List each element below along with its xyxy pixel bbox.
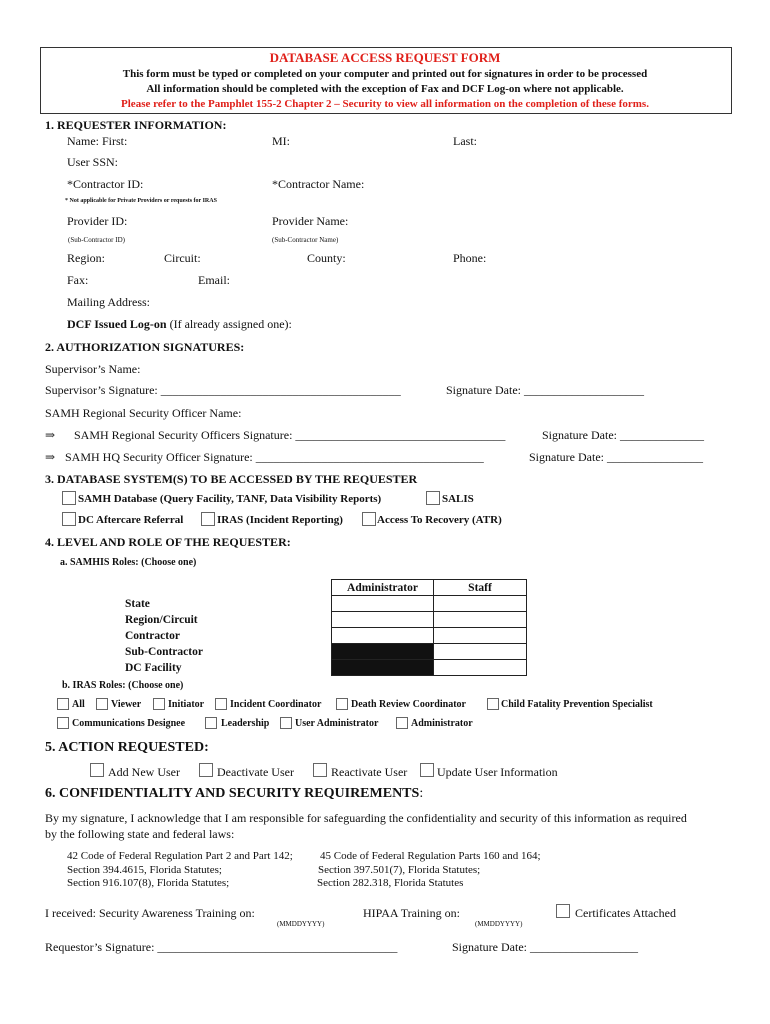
section-4-title: 4. LEVEL AND ROLE OF THE REQUESTER:: [45, 535, 291, 549]
contractor-id-label: *Contractor ID:: [67, 177, 144, 191]
dc-aftercare-label: DC Aftercare Referral: [78, 514, 184, 526]
region-label: Region:: [67, 251, 105, 265]
table-header-row: [121, 580, 527, 596]
acknowledgement-text: By my signature, I acknowledge that I am responsible for safeguarding the confidentiality and security of this information as required: [45, 811, 687, 825]
iras-role-label: Child Fatality Prevention Specialist: [501, 699, 653, 710]
circuit-label: Circuit:: [164, 251, 201, 265]
law-item: Section 397.501(7), Florida Statutes;: [318, 864, 481, 876]
supervisor-name-label: Supervisor’s Name:: [45, 362, 141, 376]
samh-officer-signature-line: SAMH Regional Security Officers Signature: ___________________________________: [74, 428, 506, 442]
iras-role-label: Death Review Coordinator: [351, 699, 466, 710]
iras-role-label: Viewer: [111, 699, 142, 710]
instruction-line-1: This form must be typed or completed on your computer and printed out for signatures in order to be processed: [122, 68, 648, 80]
iras-role-label: Leadership: [221, 718, 270, 729]
instruction-line-3: Please refer to the Pamphlet 155-2 Chapter 2 – Security to view all information on the completion of these forms.: [121, 98, 649, 110]
iras-role-label: All: [72, 699, 85, 710]
administrator-column-header: Administrator: [332, 580, 434, 596]
hipaa-training-label: HIPAA Training on:: [363, 906, 460, 920]
mailing-address-label: Mailing Address:: [67, 295, 150, 309]
section-1-title: 1. REQUESTER INFORMATION:: [45, 118, 227, 132]
supervisor-signature-line: Supervisor’s Signature: ________________________________________: [45, 383, 401, 397]
samh-database-label: SAMH Database (Query Facility, TANF, Data Visibility Reports): [78, 493, 382, 505]
dcf-logon-label: DCF Issued Log-on (If already assigned one):: [67, 317, 292, 331]
role-label: DC Facility: [125, 661, 182, 674]
add-new-user-checkbox[interactable]: [90, 763, 104, 777]
iras-role-label: Administrator: [411, 718, 473, 729]
iras-user-admin-checkbox[interactable]: [280, 717, 292, 729]
contractor-note: * Not applicable for Private Providers or requests for IRAS: [65, 198, 217, 204]
ssn-label: User SSN:: [67, 155, 119, 169]
county-label: County:: [307, 251, 346, 265]
form-title: DATABASE ACCESS REQUEST FORM: [269, 50, 501, 65]
dc-aftercare-checkbox[interactable]: [62, 512, 76, 526]
email-label: Email:: [198, 273, 230, 287]
requestor-signature-line: Requestor’s Signature: ________________________________________: [45, 940, 398, 954]
atr-label: Access To Recovery (ATR): [377, 514, 502, 526]
iras-communications-checkbox[interactable]: [57, 717, 69, 729]
iras-viewer-checkbox[interactable]: [96, 698, 108, 710]
role-label: Contractor: [125, 629, 180, 642]
atr-checkbox[interactable]: [362, 512, 376, 526]
dc-facility-admin-cell-disabled: [332, 660, 434, 676]
hq-officer-signature-line: SAMH HQ Security Officer Signature: ______________________________________: [65, 450, 484, 464]
role-label: Region/Circuit: [125, 613, 198, 626]
section-3-title: 3. DATABASE SYSTEM(S) TO BE ACCESSED BY THE REQUESTER: [45, 472, 418, 486]
supervisor-signature-date: Signature Date: ____________________: [446, 383, 644, 397]
role-label: State: [125, 597, 150, 610]
hq-officer-signature-date: Signature Date: ________________: [529, 450, 703, 464]
samh-officer-signature-date: Signature Date: ______________: [542, 428, 704, 442]
section-6-title: 6. CONFIDENTIALITY AND SECURITY REQUIREMENTS:: [45, 786, 424, 801]
section-5-title: 5. ACTION REQUESTED:: [45, 740, 209, 755]
provider-name-label: Provider Name:: [272, 214, 349, 228]
samhis-roles-label: a. SAMHIS Roles: (Choose one): [60, 557, 197, 568]
contractor-name-label: *Contractor Name:: [272, 177, 365, 191]
mi-label: MI:: [272, 134, 290, 148]
staff-column-header: Staff: [434, 580, 527, 596]
table-row: [121, 628, 527, 644]
date-format-hint: (MMDDYYYY): [277, 920, 325, 928]
update-user-label: Update User Information: [437, 765, 558, 779]
subcontractor-admin-cell-disabled: [332, 644, 434, 660]
table-row: [121, 644, 527, 660]
law-item: Section 916.107(8), Florida Statutes;: [67, 877, 230, 889]
table-row: [121, 660, 527, 676]
phone-label: Phone:: [453, 251, 487, 265]
law-item: 42 Code of Federal Regulation Part 2 and Part 142;: [67, 850, 293, 862]
table-row: [121, 612, 527, 628]
region-staff-cell[interactable]: [434, 612, 527, 628]
iras-role-label: Initiator: [168, 699, 205, 710]
last-name-label: Last:: [453, 134, 477, 148]
iras-death-review-checkbox[interactable]: [336, 698, 348, 710]
arrow-icon: ⇒: [45, 428, 56, 442]
table-row: [121, 596, 527, 612]
iras-all-checkbox[interactable]: [57, 698, 69, 710]
iras-administrator-checkbox[interactable]: [396, 717, 408, 729]
arrow-icon: ⇒: [45, 450, 56, 464]
iras-checkbox[interactable]: [201, 512, 215, 526]
reactivate-user-label: Reactivate User: [331, 765, 408, 779]
certificates-attached-label: Certificates Attached: [575, 906, 676, 920]
iras-role-label: Incident Coordinator: [230, 699, 322, 710]
add-new-user-label: Add New User: [108, 765, 180, 779]
acknowledgement-text-2: by the following state and federal laws:: [45, 827, 235, 841]
iras-role-label: Communications Designee: [72, 718, 186, 729]
date-format-hint: (MMDDYYYY): [475, 920, 523, 928]
iras-role-label: User Administrator: [295, 718, 379, 729]
contractor-staff-cell[interactable]: [434, 628, 527, 644]
security-training-label: I received: Security Awareness Training on:: [45, 906, 255, 920]
subcontractor-id-hint: (Sub-Contractor ID): [68, 236, 125, 244]
state-staff-cell[interactable]: [434, 596, 527, 612]
reactivate-user-checkbox[interactable]: [313, 763, 327, 777]
dc-facility-staff-cell[interactable]: [434, 660, 527, 676]
instruction-line-2: All information should be completed with the exception of Fax and DCF Log-on where not applicable.: [146, 83, 624, 95]
deactivate-user-checkbox[interactable]: [199, 763, 213, 777]
deactivate-user-label: Deactivate User: [217, 765, 294, 779]
provider-id-label: Provider ID:: [67, 214, 128, 228]
role-label: Sub-Contractor: [125, 645, 203, 658]
iras-leadership-checkbox[interactable]: [205, 717, 217, 729]
certificates-attached-checkbox[interactable]: [556, 904, 570, 918]
samh-database-checkbox[interactable]: [62, 491, 76, 505]
first-name-label: Name: First:: [67, 134, 128, 148]
section-2-title: 2. AUTHORIZATION SIGNATURES:: [45, 340, 245, 354]
requestor-signature-date: Signature Date: __________________: [452, 940, 638, 954]
law-item: 45 Code of Federal Regulation Parts 160 and 164;: [320, 850, 541, 862]
samh-officer-name-label: SAMH Regional Security Officer Name:: [45, 406, 242, 420]
iras-initiator-checkbox[interactable]: [153, 698, 165, 710]
update-user-checkbox[interactable]: [420, 763, 434, 777]
salis-checkbox[interactable]: [426, 491, 440, 505]
samhis-roles-table: [121, 579, 527, 676]
region-admin-cell[interactable]: [332, 612, 434, 628]
state-admin-cell[interactable]: [332, 596, 434, 612]
salis-label: SALIS: [442, 493, 474, 505]
subcontractor-staff-cell[interactable]: [434, 644, 527, 660]
iras-label: IRAS (Incident Reporting): [217, 514, 343, 526]
iras-child-fatality-checkbox[interactable]: [487, 698, 499, 710]
fax-label: Fax:: [67, 273, 89, 287]
contractor-admin-cell[interactable]: [332, 628, 434, 644]
iras-incident-coordinator-checkbox[interactable]: [215, 698, 227, 710]
iras-roles-label: b. IRAS Roles: (Choose one): [62, 680, 184, 691]
law-item: Section 282.318, Florida Statutes: [317, 877, 464, 889]
subcontractor-name-hint: (Sub-Contractor Name): [272, 236, 339, 244]
law-item: Section 394.4615, Florida Statutes;: [67, 864, 222, 876]
